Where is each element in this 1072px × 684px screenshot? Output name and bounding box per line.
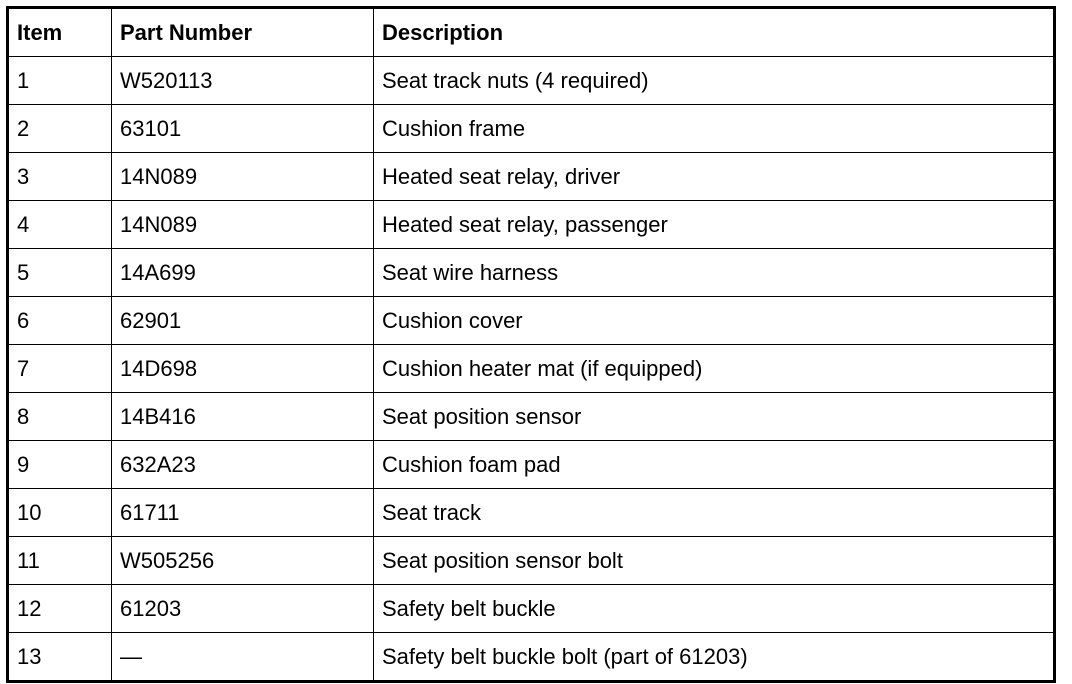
cell-part-number: 61711 xyxy=(112,489,374,537)
cell-item: 7 xyxy=(8,345,112,393)
cell-description: Seat position sensor bolt xyxy=(374,537,1055,585)
table-row xyxy=(8,537,1055,585)
table-row xyxy=(8,57,1055,105)
cell-part-number: 632A23 xyxy=(112,441,374,489)
cell-item: 8 xyxy=(8,393,112,441)
cell-item: 13 xyxy=(8,633,112,682)
cell-description: Cushion cover xyxy=(374,297,1055,345)
table-row xyxy=(8,393,1055,441)
cell-item: 12 xyxy=(8,585,112,633)
cell-part-number: 14N089 xyxy=(112,153,374,201)
cell-item: 2 xyxy=(8,105,112,153)
cell-part-number: 14N089 xyxy=(112,201,374,249)
parts-table xyxy=(6,6,1056,683)
header-item: Item xyxy=(8,8,112,57)
cell-part-number: — xyxy=(112,633,374,682)
cell-description: Safety belt buckle bolt (part of 61203) xyxy=(374,633,1055,682)
cell-description: Cushion frame xyxy=(374,105,1055,153)
cell-description: Cushion foam pad xyxy=(374,441,1055,489)
table-row xyxy=(8,489,1055,537)
cell-description: Seat track xyxy=(374,489,1055,537)
cell-part-number: 63101 xyxy=(112,105,374,153)
table-row xyxy=(8,201,1055,249)
cell-item: 9 xyxy=(8,441,112,489)
cell-description: Seat track nuts (4 required) xyxy=(374,57,1055,105)
table-row xyxy=(8,441,1055,489)
cell-description: Seat position sensor xyxy=(374,393,1055,441)
cell-item: 3 xyxy=(8,153,112,201)
table-header-row xyxy=(8,8,1055,57)
cell-item: 11 xyxy=(8,537,112,585)
cell-item: 1 xyxy=(8,57,112,105)
table-row xyxy=(8,249,1055,297)
cell-part-number: 62901 xyxy=(112,297,374,345)
header-part-number: Part Number xyxy=(112,8,374,57)
cell-part-number: 14A699 xyxy=(112,249,374,297)
table-row xyxy=(8,105,1055,153)
header-description: Description xyxy=(374,8,1055,57)
cell-part-number: 61203 xyxy=(112,585,374,633)
table-row xyxy=(8,585,1055,633)
cell-description: Cushion heater mat (if equipped) xyxy=(374,345,1055,393)
table-row xyxy=(8,153,1055,201)
cell-item: 5 xyxy=(8,249,112,297)
cell-part-number: W505256 xyxy=(112,537,374,585)
cell-part-number: W520113 xyxy=(112,57,374,105)
cell-part-number: 14D698 xyxy=(112,345,374,393)
table-row xyxy=(8,297,1055,345)
table-row xyxy=(8,345,1055,393)
cell-description: Safety belt buckle xyxy=(374,585,1055,633)
cell-item: 10 xyxy=(8,489,112,537)
cell-description: Heated seat relay, passenger xyxy=(374,201,1055,249)
cell-part-number: 14B416 xyxy=(112,393,374,441)
cell-item: 4 xyxy=(8,201,112,249)
table-row xyxy=(8,633,1055,682)
cell-description: Seat wire harness xyxy=(374,249,1055,297)
cell-description: Heated seat relay, driver xyxy=(374,153,1055,201)
cell-item: 6 xyxy=(8,297,112,345)
